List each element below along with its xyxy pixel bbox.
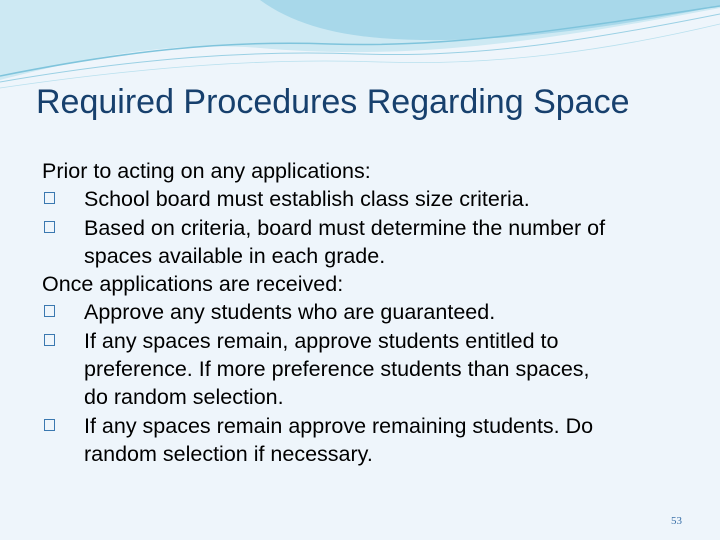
- bullet-text: Based on criteria, board must determine the number of: [84, 215, 606, 240]
- bullet-text-continuation: random selection if necessary.: [84, 441, 373, 466]
- bullet-text: School board must establish class size criteria.: [84, 187, 530, 212]
- bullet-text-continuation: do random selection.: [84, 385, 284, 410]
- bullet-text-continuation: preference. If more preference students than spaces,: [84, 357, 590, 382]
- bullet-text: Approve any students who are guaranteed.: [84, 300, 496, 325]
- slide-body: [42, 157, 692, 468]
- hollow-square-bullet-icon: [44, 419, 55, 431]
- bullet-item: [42, 185, 692, 213]
- body-text-line: Prior to acting on any applications:: [42, 159, 371, 183]
- body-text-line: Once applications are received:: [42, 272, 344, 297]
- bullet-item: [42, 214, 692, 271]
- page-number: 53: [671, 515, 682, 527]
- bullet-item: [42, 298, 692, 326]
- header-wave-decoration: [0, 0, 720, 90]
- bullet-item: [42, 327, 692, 412]
- bullet-text: If any spaces remain approve remaining students. Do: [84, 413, 594, 438]
- bullet-text-continuation: spaces available in each grade.: [84, 243, 386, 268]
- bullet-text: If any spaces remain, approve students entitled to: [84, 328, 559, 353]
- hollow-square-bullet-icon: [44, 334, 55, 346]
- hollow-square-bullet-icon: [44, 305, 55, 317]
- hollow-square-bullet-icon: [44, 221, 55, 233]
- bullet-item: [42, 412, 692, 469]
- hollow-square-bullet-icon: [44, 192, 55, 204]
- slide-title: Required Procedures Regarding Space: [36, 83, 630, 121]
